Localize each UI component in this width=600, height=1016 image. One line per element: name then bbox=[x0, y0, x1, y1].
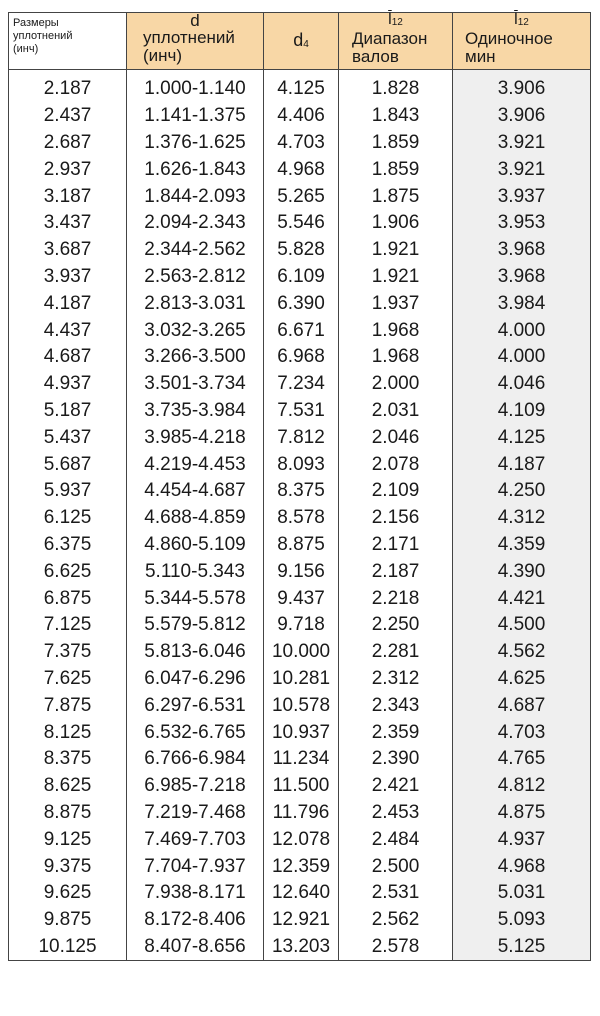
cell-d4: 8.875 bbox=[264, 532, 339, 559]
table-row bbox=[9, 907, 591, 934]
cell-single-min: 3.953 bbox=[453, 210, 591, 237]
cell-shaft-range: 2.250 bbox=[339, 612, 453, 639]
cell-d4: 6.390 bbox=[264, 290, 339, 317]
cell-d4: 10.578 bbox=[264, 692, 339, 719]
cell-d4: 8.578 bbox=[264, 505, 339, 532]
table-row bbox=[9, 264, 591, 291]
cell-shaft-range: 2.421 bbox=[339, 773, 453, 800]
cell-seal-d: 6.297-6.531 bbox=[127, 692, 264, 719]
header-single-min-line2: мин bbox=[465, 47, 496, 66]
cell-shaft-range: 2.500 bbox=[339, 853, 453, 880]
cell-shaft-range: 1.937 bbox=[339, 290, 453, 317]
header-d4 bbox=[264, 13, 339, 70]
cell-seal-d: 5.344-5.578 bbox=[127, 585, 264, 612]
cell-seal-d: 3.266-3.500 bbox=[127, 344, 264, 371]
cell-seal-size: 2.937 bbox=[9, 156, 127, 183]
cell-seal-d: 1.376-1.625 bbox=[127, 130, 264, 157]
cell-d4: 7.812 bbox=[264, 424, 339, 451]
cell-seal-size: 3.437 bbox=[9, 210, 127, 237]
header-shaft-range bbox=[339, 13, 453, 70]
cell-seal-d: 3.501-3.734 bbox=[127, 371, 264, 398]
cell-shaft-range: 1.968 bbox=[339, 344, 453, 371]
cell-seal-size: 5.437 bbox=[9, 424, 127, 451]
cell-seal-size: 3.687 bbox=[9, 237, 127, 264]
cell-shaft-range: 2.312 bbox=[339, 666, 453, 693]
cell-seal-d: 4.454-4.687 bbox=[127, 478, 264, 505]
cell-d4: 12.640 bbox=[264, 880, 339, 907]
cell-d4: 6.109 bbox=[264, 264, 339, 291]
cell-seal-d: 8.407-8.656 bbox=[127, 934, 264, 961]
table-row bbox=[9, 666, 591, 693]
table-row bbox=[9, 692, 591, 719]
cell-seal-d: 5.813-6.046 bbox=[127, 639, 264, 666]
cell-seal-size: 8.875 bbox=[9, 800, 127, 827]
table-row bbox=[9, 478, 591, 505]
table-row bbox=[9, 773, 591, 800]
cell-single-min: 3.968 bbox=[453, 264, 591, 291]
table-row bbox=[9, 826, 591, 853]
table-row bbox=[9, 585, 591, 612]
header-shaft-range-symbol: $\overline{l}$ bbox=[388, 11, 392, 28]
table-row bbox=[9, 344, 591, 371]
cell-single-min: 4.562 bbox=[453, 639, 591, 666]
cell-single-min: 4.125 bbox=[453, 424, 591, 451]
cell-d4: 7.531 bbox=[264, 398, 339, 425]
header-seal-size bbox=[9, 13, 127, 70]
cell-seal-size: 6.875 bbox=[9, 585, 127, 612]
cell-seal-d: 1.844-2.093 bbox=[127, 183, 264, 210]
cell-seal-size: 5.937 bbox=[9, 478, 127, 505]
cell-single-min: 4.687 bbox=[453, 692, 591, 719]
table-row bbox=[9, 290, 591, 317]
seal-size-table bbox=[8, 12, 591, 961]
cell-seal-d: 8.172-8.406 bbox=[127, 907, 264, 934]
header-shaft-range-line2: валов bbox=[352, 47, 399, 66]
cell-shaft-range: 1.843 bbox=[339, 103, 453, 130]
cell-single-min: 4.109 bbox=[453, 398, 591, 425]
table-row bbox=[9, 130, 591, 157]
table-row bbox=[9, 237, 591, 264]
table-row bbox=[9, 183, 591, 210]
cell-d4: 4.968 bbox=[264, 156, 339, 183]
cell-d4: 4.125 bbox=[264, 70, 339, 103]
cell-single-min: 3.906 bbox=[453, 70, 591, 103]
cell-shaft-range: 2.531 bbox=[339, 880, 453, 907]
cell-shaft-range: 2.109 bbox=[339, 478, 453, 505]
cell-seal-size: 5.687 bbox=[9, 451, 127, 478]
cell-seal-d: 5.579-5.812 bbox=[127, 612, 264, 639]
cell-seal-d: 3.985-4.218 bbox=[127, 424, 264, 451]
table-row bbox=[9, 210, 591, 237]
cell-seal-d: 4.860-5.109 bbox=[127, 532, 264, 559]
cell-seal-d: 5.110-5.343 bbox=[127, 558, 264, 585]
cell-d4: 9.718 bbox=[264, 612, 339, 639]
cell-seal-size: 2.687 bbox=[9, 130, 127, 157]
cell-seal-size: 6.625 bbox=[9, 558, 127, 585]
table-row bbox=[9, 532, 591, 559]
cell-seal-d: 4.219-4.453 bbox=[127, 451, 264, 478]
cell-d4: 11.796 bbox=[264, 800, 339, 827]
cell-seal-size: 9.125 bbox=[9, 826, 127, 853]
cell-d4: 12.078 bbox=[264, 826, 339, 853]
cell-single-min: 4.875 bbox=[453, 800, 591, 827]
cell-seal-d: 4.688-4.859 bbox=[127, 505, 264, 532]
cell-single-min: 5.031 bbox=[453, 880, 591, 907]
cell-d4: 5.828 bbox=[264, 237, 339, 264]
cell-single-min: 4.359 bbox=[453, 532, 591, 559]
table-row bbox=[9, 103, 591, 130]
cell-d4: 5.265 bbox=[264, 183, 339, 210]
cell-single-min: 4.968 bbox=[453, 853, 591, 880]
cell-seal-d: 6.985-7.218 bbox=[127, 773, 264, 800]
cell-single-min: 4.937 bbox=[453, 826, 591, 853]
table-row bbox=[9, 398, 591, 425]
header-shaft-range-sub: 12 bbox=[391, 17, 403, 28]
cell-shaft-range: 2.281 bbox=[339, 639, 453, 666]
table-header-row bbox=[9, 13, 591, 70]
cell-seal-size: 4.437 bbox=[9, 317, 127, 344]
table-row bbox=[9, 317, 591, 344]
cell-seal-d: 1.000-1.140 bbox=[127, 70, 264, 103]
cell-seal-d: 3.735-3.984 bbox=[127, 398, 264, 425]
cell-single-min: 3.937 bbox=[453, 183, 591, 210]
cell-shaft-range: 2.000 bbox=[339, 371, 453, 398]
cell-d4: 5.546 bbox=[264, 210, 339, 237]
cell-shaft-range: 2.156 bbox=[339, 505, 453, 532]
table-row bbox=[9, 719, 591, 746]
header-single-min-sub: 12 bbox=[517, 17, 529, 28]
cell-seal-size: 3.187 bbox=[9, 183, 127, 210]
table-row bbox=[9, 880, 591, 907]
cell-seal-size: 9.375 bbox=[9, 853, 127, 880]
cell-single-min: 4.046 bbox=[453, 371, 591, 398]
cell-seal-size: 9.875 bbox=[9, 907, 127, 934]
table-row bbox=[9, 424, 591, 451]
header-d4-symbol: d bbox=[293, 30, 304, 50]
seal-size-table-frame bbox=[8, 12, 590, 961]
cell-seal-size: 9.625 bbox=[9, 880, 127, 907]
cell-seal-size: 3.937 bbox=[9, 264, 127, 291]
cell-shaft-range: 2.578 bbox=[339, 934, 453, 961]
header-seal-d-symbol: d bbox=[190, 11, 200, 30]
cell-d4: 13.203 bbox=[264, 934, 339, 961]
cell-shaft-range: 1.906 bbox=[339, 210, 453, 237]
cell-shaft-range: 2.562 bbox=[339, 907, 453, 934]
table-row bbox=[9, 156, 591, 183]
cell-single-min: 3.984 bbox=[453, 290, 591, 317]
cell-seal-d: 2.344-2.562 bbox=[127, 237, 264, 264]
cell-single-min: 4.500 bbox=[453, 612, 591, 639]
cell-seal-d: 7.938-8.171 bbox=[127, 880, 264, 907]
cell-single-min: 4.312 bbox=[453, 505, 591, 532]
header-seal-size-line2: уплотнений bbox=[13, 30, 73, 42]
cell-shaft-range: 2.390 bbox=[339, 746, 453, 773]
cell-shaft-range: 2.031 bbox=[339, 398, 453, 425]
cell-seal-d: 1.626-1.843 bbox=[127, 156, 264, 183]
cell-single-min: 5.125 bbox=[453, 934, 591, 961]
cell-d4: 4.406 bbox=[264, 103, 339, 130]
cell-d4: 11.234 bbox=[264, 746, 339, 773]
cell-d4: 6.671 bbox=[264, 317, 339, 344]
table-row bbox=[9, 639, 591, 666]
cell-seal-size: 6.375 bbox=[9, 532, 127, 559]
cell-seal-size: 6.125 bbox=[9, 505, 127, 532]
header-single-min-symbol: $\overline{l}$ bbox=[514, 11, 518, 28]
cell-shaft-range: 2.343 bbox=[339, 692, 453, 719]
cell-d4: 9.437 bbox=[264, 585, 339, 612]
cell-seal-d: 6.532-6.765 bbox=[127, 719, 264, 746]
cell-seal-d: 3.032-3.265 bbox=[127, 317, 264, 344]
cell-single-min: 4.765 bbox=[453, 746, 591, 773]
cell-seal-size: 4.187 bbox=[9, 290, 127, 317]
cell-shaft-range: 2.359 bbox=[339, 719, 453, 746]
cell-d4: 12.359 bbox=[264, 853, 339, 880]
header-d4-sub: 4 bbox=[303, 39, 309, 50]
cell-seal-size: 10.125 bbox=[9, 934, 127, 961]
cell-seal-size: 7.625 bbox=[9, 666, 127, 693]
cell-seal-size: 8.375 bbox=[9, 746, 127, 773]
header-seal-d-line1: уплотнений bbox=[143, 28, 235, 47]
cell-shaft-range: 2.453 bbox=[339, 800, 453, 827]
cell-seal-d: 1.141-1.375 bbox=[127, 103, 264, 130]
table-row bbox=[9, 558, 591, 585]
cell-d4: 7.234 bbox=[264, 371, 339, 398]
cell-d4: 6.968 bbox=[264, 344, 339, 371]
cell-single-min: 4.421 bbox=[453, 585, 591, 612]
cell-seal-size: 8.625 bbox=[9, 773, 127, 800]
header-seal-size-line1: Размеры bbox=[13, 17, 59, 29]
cell-seal-d: 2.813-3.031 bbox=[127, 290, 264, 317]
cell-single-min: 4.000 bbox=[453, 344, 591, 371]
cell-single-min: 4.703 bbox=[453, 719, 591, 746]
table-row bbox=[9, 451, 591, 478]
cell-d4: 10.937 bbox=[264, 719, 339, 746]
table-body bbox=[9, 70, 591, 961]
header-d4-label bbox=[264, 13, 338, 53]
cell-single-min: 3.968 bbox=[453, 237, 591, 264]
table-row bbox=[9, 612, 591, 639]
cell-seal-size: 8.125 bbox=[9, 719, 127, 746]
cell-shaft-range: 1.859 bbox=[339, 130, 453, 157]
cell-seal-size: 2.187 bbox=[9, 70, 127, 103]
cell-d4: 8.093 bbox=[264, 451, 339, 478]
cell-shaft-range: 1.968 bbox=[339, 317, 453, 344]
cell-shaft-range: 2.187 bbox=[339, 558, 453, 585]
cell-seal-d: 7.469-7.703 bbox=[127, 826, 264, 853]
cell-d4: 9.156 bbox=[264, 558, 339, 585]
cell-seal-size: 2.437 bbox=[9, 103, 127, 130]
cell-shaft-range: 2.171 bbox=[339, 532, 453, 559]
cell-single-min: 4.625 bbox=[453, 666, 591, 693]
header-seal-d bbox=[127, 13, 264, 70]
cell-d4: 11.500 bbox=[264, 773, 339, 800]
cell-single-min: 3.921 bbox=[453, 156, 591, 183]
cell-shaft-range: 1.921 bbox=[339, 237, 453, 264]
header-single-min bbox=[453, 13, 591, 70]
header-shaft-range-line1: Диапазон bbox=[352, 29, 428, 48]
cell-d4: 10.000 bbox=[264, 639, 339, 666]
cell-seal-size: 7.875 bbox=[9, 692, 127, 719]
cell-seal-d: 2.563-2.812 bbox=[127, 264, 264, 291]
cell-single-min: 5.093 bbox=[453, 907, 591, 934]
cell-shaft-range: 1.875 bbox=[339, 183, 453, 210]
header-single-min-symbol-wrap bbox=[453, 13, 590, 30]
cell-shaft-range: 2.218 bbox=[339, 585, 453, 612]
table-row bbox=[9, 853, 591, 880]
cell-shaft-range: 1.828 bbox=[339, 70, 453, 103]
cell-seal-d: 7.219-7.468 bbox=[127, 800, 264, 827]
cell-single-min: 4.812 bbox=[453, 773, 591, 800]
cell-seal-d: 7.704-7.937 bbox=[127, 853, 264, 880]
cell-seal-size: 4.937 bbox=[9, 371, 127, 398]
cell-seal-size: 7.125 bbox=[9, 612, 127, 639]
table-row bbox=[9, 746, 591, 773]
cell-d4: 10.281 bbox=[264, 666, 339, 693]
header-seal-d-line2: (инч) bbox=[143, 46, 183, 65]
header-seal-size-line3: (инч) bbox=[13, 43, 39, 55]
cell-seal-size: 4.687 bbox=[9, 344, 127, 371]
cell-single-min: 3.921 bbox=[453, 130, 591, 157]
cell-d4: 12.921 bbox=[264, 907, 339, 934]
cell-shaft-range: 2.046 bbox=[339, 424, 453, 451]
header-single-min-line1: Одиночное bbox=[465, 29, 553, 48]
header-shaft-range-symbol-wrap bbox=[339, 13, 452, 30]
table-row bbox=[9, 371, 591, 398]
cell-seal-d: 2.094-2.343 bbox=[127, 210, 264, 237]
cell-single-min: 4.000 bbox=[453, 317, 591, 344]
table-row bbox=[9, 70, 591, 103]
cell-single-min: 4.187 bbox=[453, 451, 591, 478]
cell-d4: 4.703 bbox=[264, 130, 339, 157]
cell-seal-d: 6.047-6.296 bbox=[127, 666, 264, 693]
cell-shaft-range: 2.078 bbox=[339, 451, 453, 478]
cell-shaft-range: 1.859 bbox=[339, 156, 453, 183]
cell-single-min: 3.906 bbox=[453, 103, 591, 130]
cell-seal-size: 5.187 bbox=[9, 398, 127, 425]
table-row bbox=[9, 800, 591, 827]
table-row bbox=[9, 934, 591, 961]
cell-seal-d: 6.766-6.984 bbox=[127, 746, 264, 773]
table-row bbox=[9, 505, 591, 532]
cell-single-min: 4.250 bbox=[453, 478, 591, 505]
cell-d4: 8.375 bbox=[264, 478, 339, 505]
cell-seal-size: 7.375 bbox=[9, 639, 127, 666]
cell-shaft-range: 1.921 bbox=[339, 264, 453, 291]
cell-single-min: 4.390 bbox=[453, 558, 591, 585]
cell-shaft-range: 2.484 bbox=[339, 826, 453, 853]
